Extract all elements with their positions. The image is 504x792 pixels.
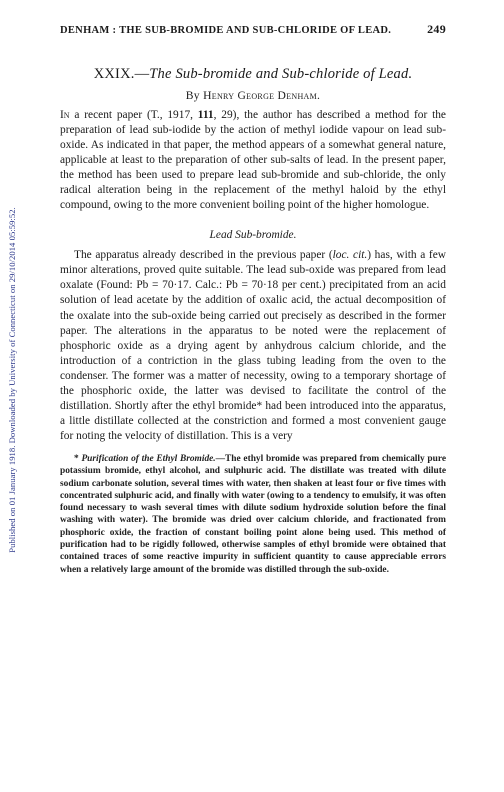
intro-lead-word: In [60, 109, 70, 121]
article-body [60, 58, 446, 576]
body-text-2: ) has, with a few minor alterations, proved quite suitable. The lead sub-oxide was prepared from lead oxalate (Found: Pb = 70·17. Calc.: Pb = 70·18 per cent.) precipitated from an acid solution of lead acetate by the addition of oxalic acid, the actual decomposition of the oxalate into the sub-oxide being carried out precisely as described in the former paper. The alterations in the apparatus to be noted were the replacement of phosphoric oxide as a drying agent by anhydrous calcium chloride, and the introduction of a contriction in the glass tubing leading from the oven to the condenser. The former was a matter of necessity, owing to a temporary shortage of the phosphoric oxide, the latter was devised to facilitate the control of the distillation. Shortly after the ethyl bromide [60, 249, 446, 412]
footnote-heading: Purification of the Ethyl Bromide. [81, 453, 216, 464]
article-title [60, 66, 446, 83]
running-title: DENHAM : THE SUB-BROMIDE AND SUB-CHLORIDE OF LEAD. [60, 25, 392, 36]
footnote-mark: * [256, 399, 263, 412]
author-name: Henry George Denham. [203, 89, 321, 102]
body-paragraph [60, 248, 446, 444]
byline [60, 89, 446, 102]
intro-text-2: , 29), the author has described a method for the preparation of lead sub-iodide by the action of methyl iodide vapour on lead sub-oxide. As indicated in that paper, the method appears of a somewhat general nature, applicable at least to the preparation of other sub-salts of lead. In the present paper, the method has been used to prepare lead sub-bromide and sub-chloride, the only radical alteration being in the replacement of the methyl haloid by the ethyl compound, owing to the more convenient boiling point of the higher homologue. [60, 109, 446, 212]
body-text-1: The apparatus already described in the previous paper ( [74, 249, 333, 262]
footnote-text: —The ethyl bromide was prepared from chemically pure potassium bromide, ethyl alcohol, and sulphuric acid. The distillate was treated with dilute sodium carbonate solution, several times with water, then shaken at least four or five times with concentrated sulphuric acid, and finally with water (owing to a tendency to emulsify, it was often found necessary to wash several times with dilute sodium hydroxide solution before the final washing with water). The bromide was dried over calcium chloride, and fractionated from phosphoric oxide, the fraction of constant boiling point alone being used. This method of purification had to be rigidly followed, otherwise samples of ethyl bromide were obtained that contained traces of some reactive impurity in sufficient quantity to cause appreciable errors when a relatively large amount of the bromide was distilled through the sub-oxide. [60, 453, 447, 575]
body-text-3: had been introduced into the apparatus, a little distillate collected at the constriction and formed a most convenient gauge for noting the velocity of distillation. This is a very [60, 399, 446, 442]
intro-text-1: a recent paper (T., 1917, [69, 109, 198, 121]
download-watermark [0, 60, 24, 700]
section-heading: Lead Sub-bromide. [209, 229, 297, 242]
footnote [60, 453, 446, 576]
footnote-marker: * [74, 453, 79, 464]
running-header [60, 22, 446, 37]
byline-by: By [185, 89, 200, 102]
loc-cit: loc. cit. [332, 249, 368, 262]
intro-paragraph [60, 108, 446, 213]
page-number: 249 [427, 22, 446, 36]
article-title-text: The Sub-bromide and Sub-chloride of Lead. [149, 66, 413, 82]
volume-number: 111 [197, 109, 214, 121]
download-watermark-text: Published on 01 January 1918. Downloaded by University of Connecticut on 29/10/2014 05:59:52. [7, 207, 17, 553]
footnote-separator [60, 444, 446, 453]
article-number: XXIX.— [93, 66, 150, 82]
